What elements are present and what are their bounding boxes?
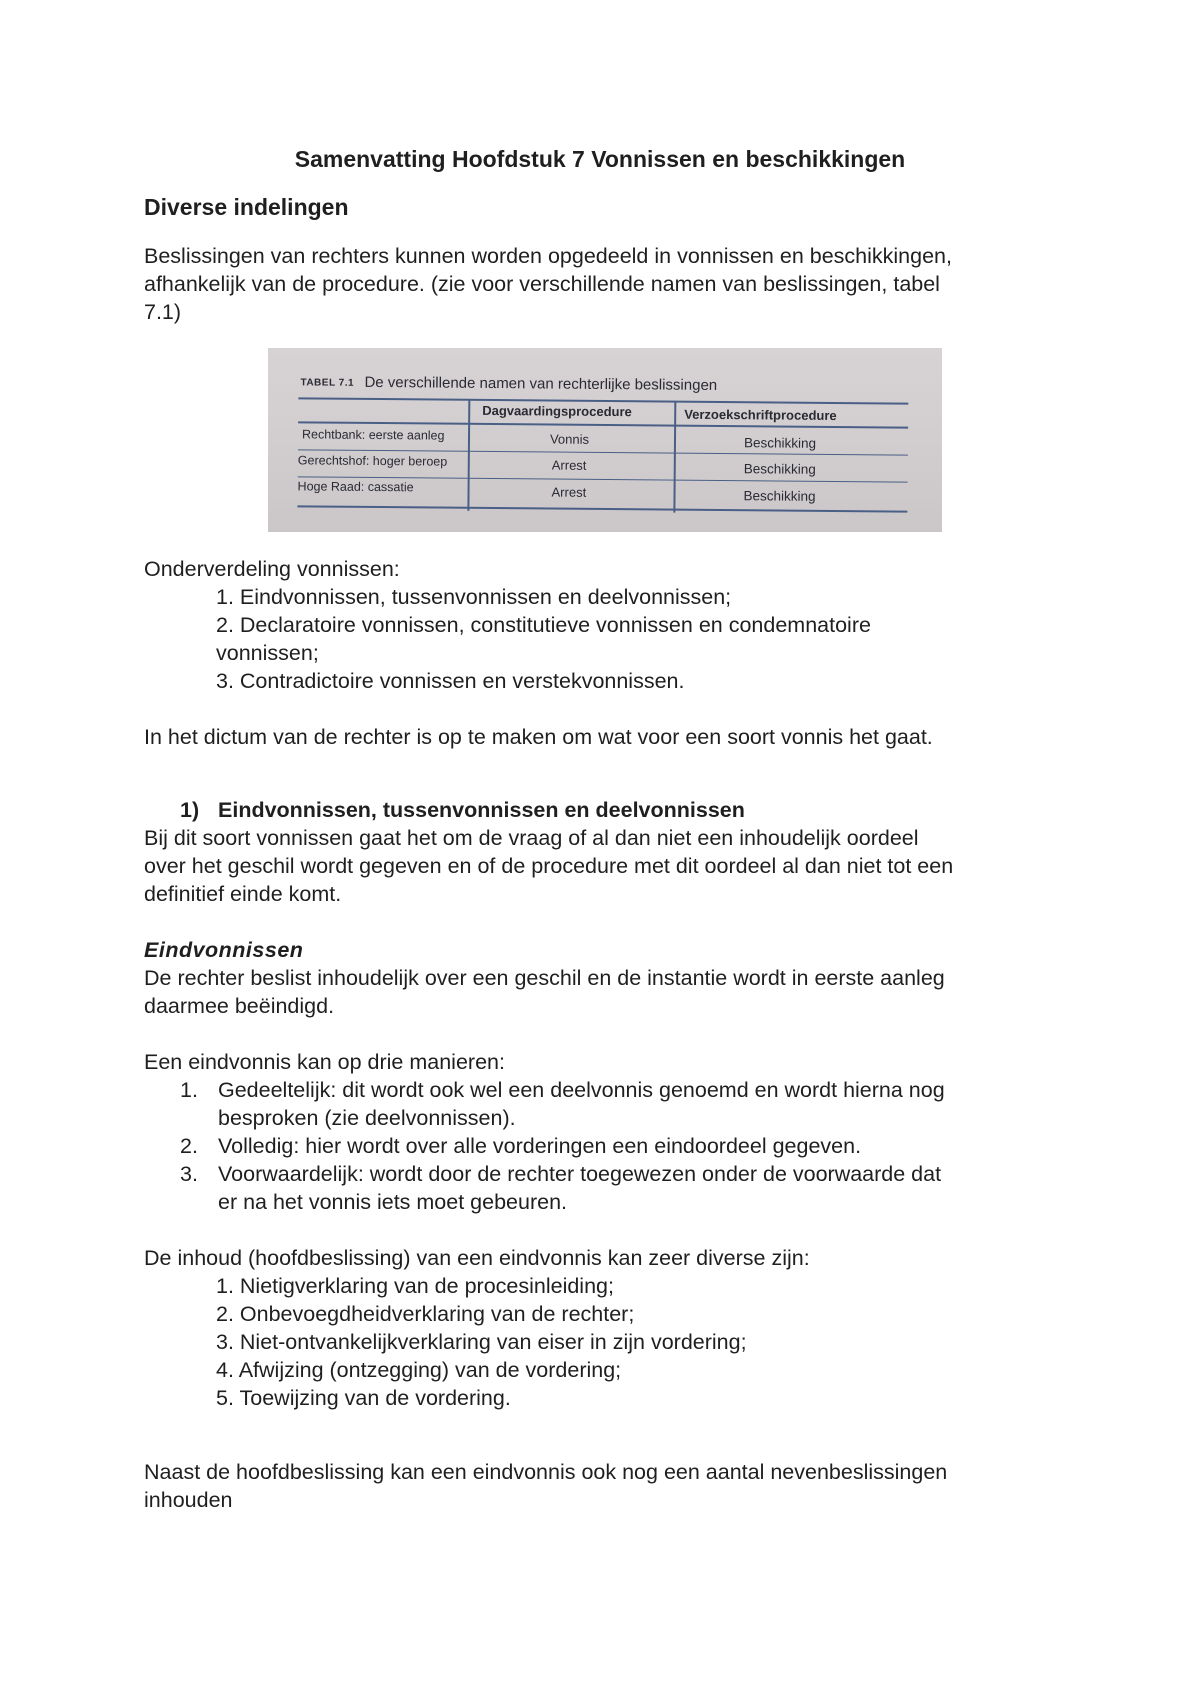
- inhoud-item-2: 2. Onbevoegdheidverklaring van de rechter;: [216, 1302, 635, 1326]
- table-row-1-verzoekschrift: Beschikking: [743, 435, 817, 451]
- table-row-3-verzoekschrift: Beschikking: [743, 488, 816, 504]
- eindvonnissen-line-2: daarmee beëindigd.: [144, 994, 335, 1018]
- table-row-1-dagvaarding: Vonnis: [549, 431, 590, 447]
- table-row-2-verzoekschrift: Beschikking: [743, 461, 816, 477]
- document-title: Samenvatting Hoofdstuk 7 Vonnissen en beschikkingen: [294, 146, 906, 172]
- table-rule-bottom: [297, 505, 907, 512]
- section2-line-1: Bij dit soort vonnissen gaat het om de vraag of al dan niet een inhoudelijk oordeel: [144, 826, 919, 850]
- section2-number: 1): [180, 798, 200, 822]
- table-row-2-instance: Gerechtshof: hoger beroep: [297, 453, 448, 469]
- table-row-1-instance: Rechtbank: eerste aanleg: [301, 427, 445, 443]
- inhoud-item-4: 4. Afwijzing (ontzegging) van de vordering;: [216, 1358, 622, 1382]
- eindvonnissen-heading: Eindvonnissen: [144, 938, 304, 962]
- onderverdeling-heading: Onderverdeling vonnissen:: [144, 557, 400, 581]
- manier-1-number: 1.: [180, 1078, 198, 1102]
- onderverdeling-item-2-cont: vonnissen;: [216, 641, 319, 665]
- inhoud-item-3: 3. Niet-ontvankelijkverklaring van eiser in zijn vordering;: [216, 1330, 747, 1354]
- table-caption: De verschillende namen van rechterlijke beslissingen: [364, 373, 718, 394]
- manier-2-number: 2.: [180, 1134, 198, 1158]
- onderverdeling-item-1: 1. Eindvonnissen, tussenvonnissen en deelvonnissen;: [216, 585, 732, 609]
- manier-1-line-2: besproken (zie deelvonnissen).: [218, 1106, 516, 1130]
- manier-3-line-2: er na het vonnis iets moet gebeuren.: [218, 1190, 567, 1214]
- intro-line-1: Beslissingen van rechters kunnen worden opgedeeld in vonnissen en beschikkingen,: [144, 244, 952, 268]
- manier-1-line-1: Gedeeltelijk: dit wordt ook wel een deelvonnis genoemd en wordt hierna nog: [218, 1078, 945, 1102]
- section-heading-diverse-indelingen: Diverse indelingen: [144, 194, 349, 220]
- dictum-line: In het dictum van de rechter is op te maken om wat voor een soort vonnis het gaat.: [144, 725, 933, 749]
- onderverdeling-item-3: 3. Contradictoire vonnissen en verstekvonnissen.: [216, 669, 685, 693]
- intro-line-2: afhankelijk van de procedure. (zie voor verschillende namen van beslissingen, tabel: [144, 272, 940, 296]
- manier-3-line-1: Voorwaardelijk: wordt door de rechter toegewezen onder de voorwaarde dat: [218, 1162, 942, 1186]
- manieren-intro: Een eindvonnis kan op drie manieren:: [144, 1050, 505, 1074]
- table-col-divider-2: [673, 402, 675, 513]
- inhoud-item-1: 1. Nietigverklaring van de procesinleiding;: [216, 1274, 614, 1298]
- intro-line-3: 7.1): [144, 300, 182, 324]
- eindvonnissen-line-1: De rechter beslist inhoudelijk over een geschil en de instantie wordt in eerste aanleg: [144, 966, 945, 990]
- table-header-dagvaarding: Dagvaardingsprocedure: [482, 402, 632, 420]
- manier-2-line-1: Volledig: hier wordt over alle vorderingen een eindoordeel gegeven.: [218, 1134, 862, 1158]
- naast-line-2: inhouden: [144, 1488, 233, 1512]
- table-header-verzoekschrift: Verzoekschriftprocedure: [684, 406, 837, 424]
- manier-3-number: 3.: [180, 1162, 198, 1186]
- inhoud-item-5: 5. Toewijzing van de vordering.: [216, 1386, 511, 1410]
- naast-line-1: Naast de hoofdbeslissing kan een eindvonnis ook nog een aantal nevenbeslissingen: [144, 1460, 948, 1484]
- table-row-3-dagvaarding: Arrest: [551, 484, 587, 500]
- onderverdeling-item-2: 2. Declaratoire vonnissen, constitutieve vonnissen en condemnatoire: [216, 613, 871, 637]
- section2-heading: Eindvonnissen, tussenvonnissen en deelvonnissen: [218, 798, 745, 822]
- inhoud-intro: De inhoud (hoofdbeslissing) van een eindvonnis kan zeer diverse zijn:: [144, 1246, 810, 1270]
- section2-line-2: over het geschil wordt gegeven en of de procedure met dit oordeel al dan niet tot een: [144, 854, 954, 878]
- table-photo: [268, 348, 942, 532]
- table-row-2-dagvaarding: Arrest: [551, 457, 587, 473]
- table-label: TABEL 7.1: [300, 377, 355, 389]
- table-col-divider-1: [467, 400, 469, 511]
- table-row-3-instance: Hoge Raad: cassatie: [297, 479, 414, 495]
- section2-line-3: definitief einde komt.: [144, 882, 342, 906]
